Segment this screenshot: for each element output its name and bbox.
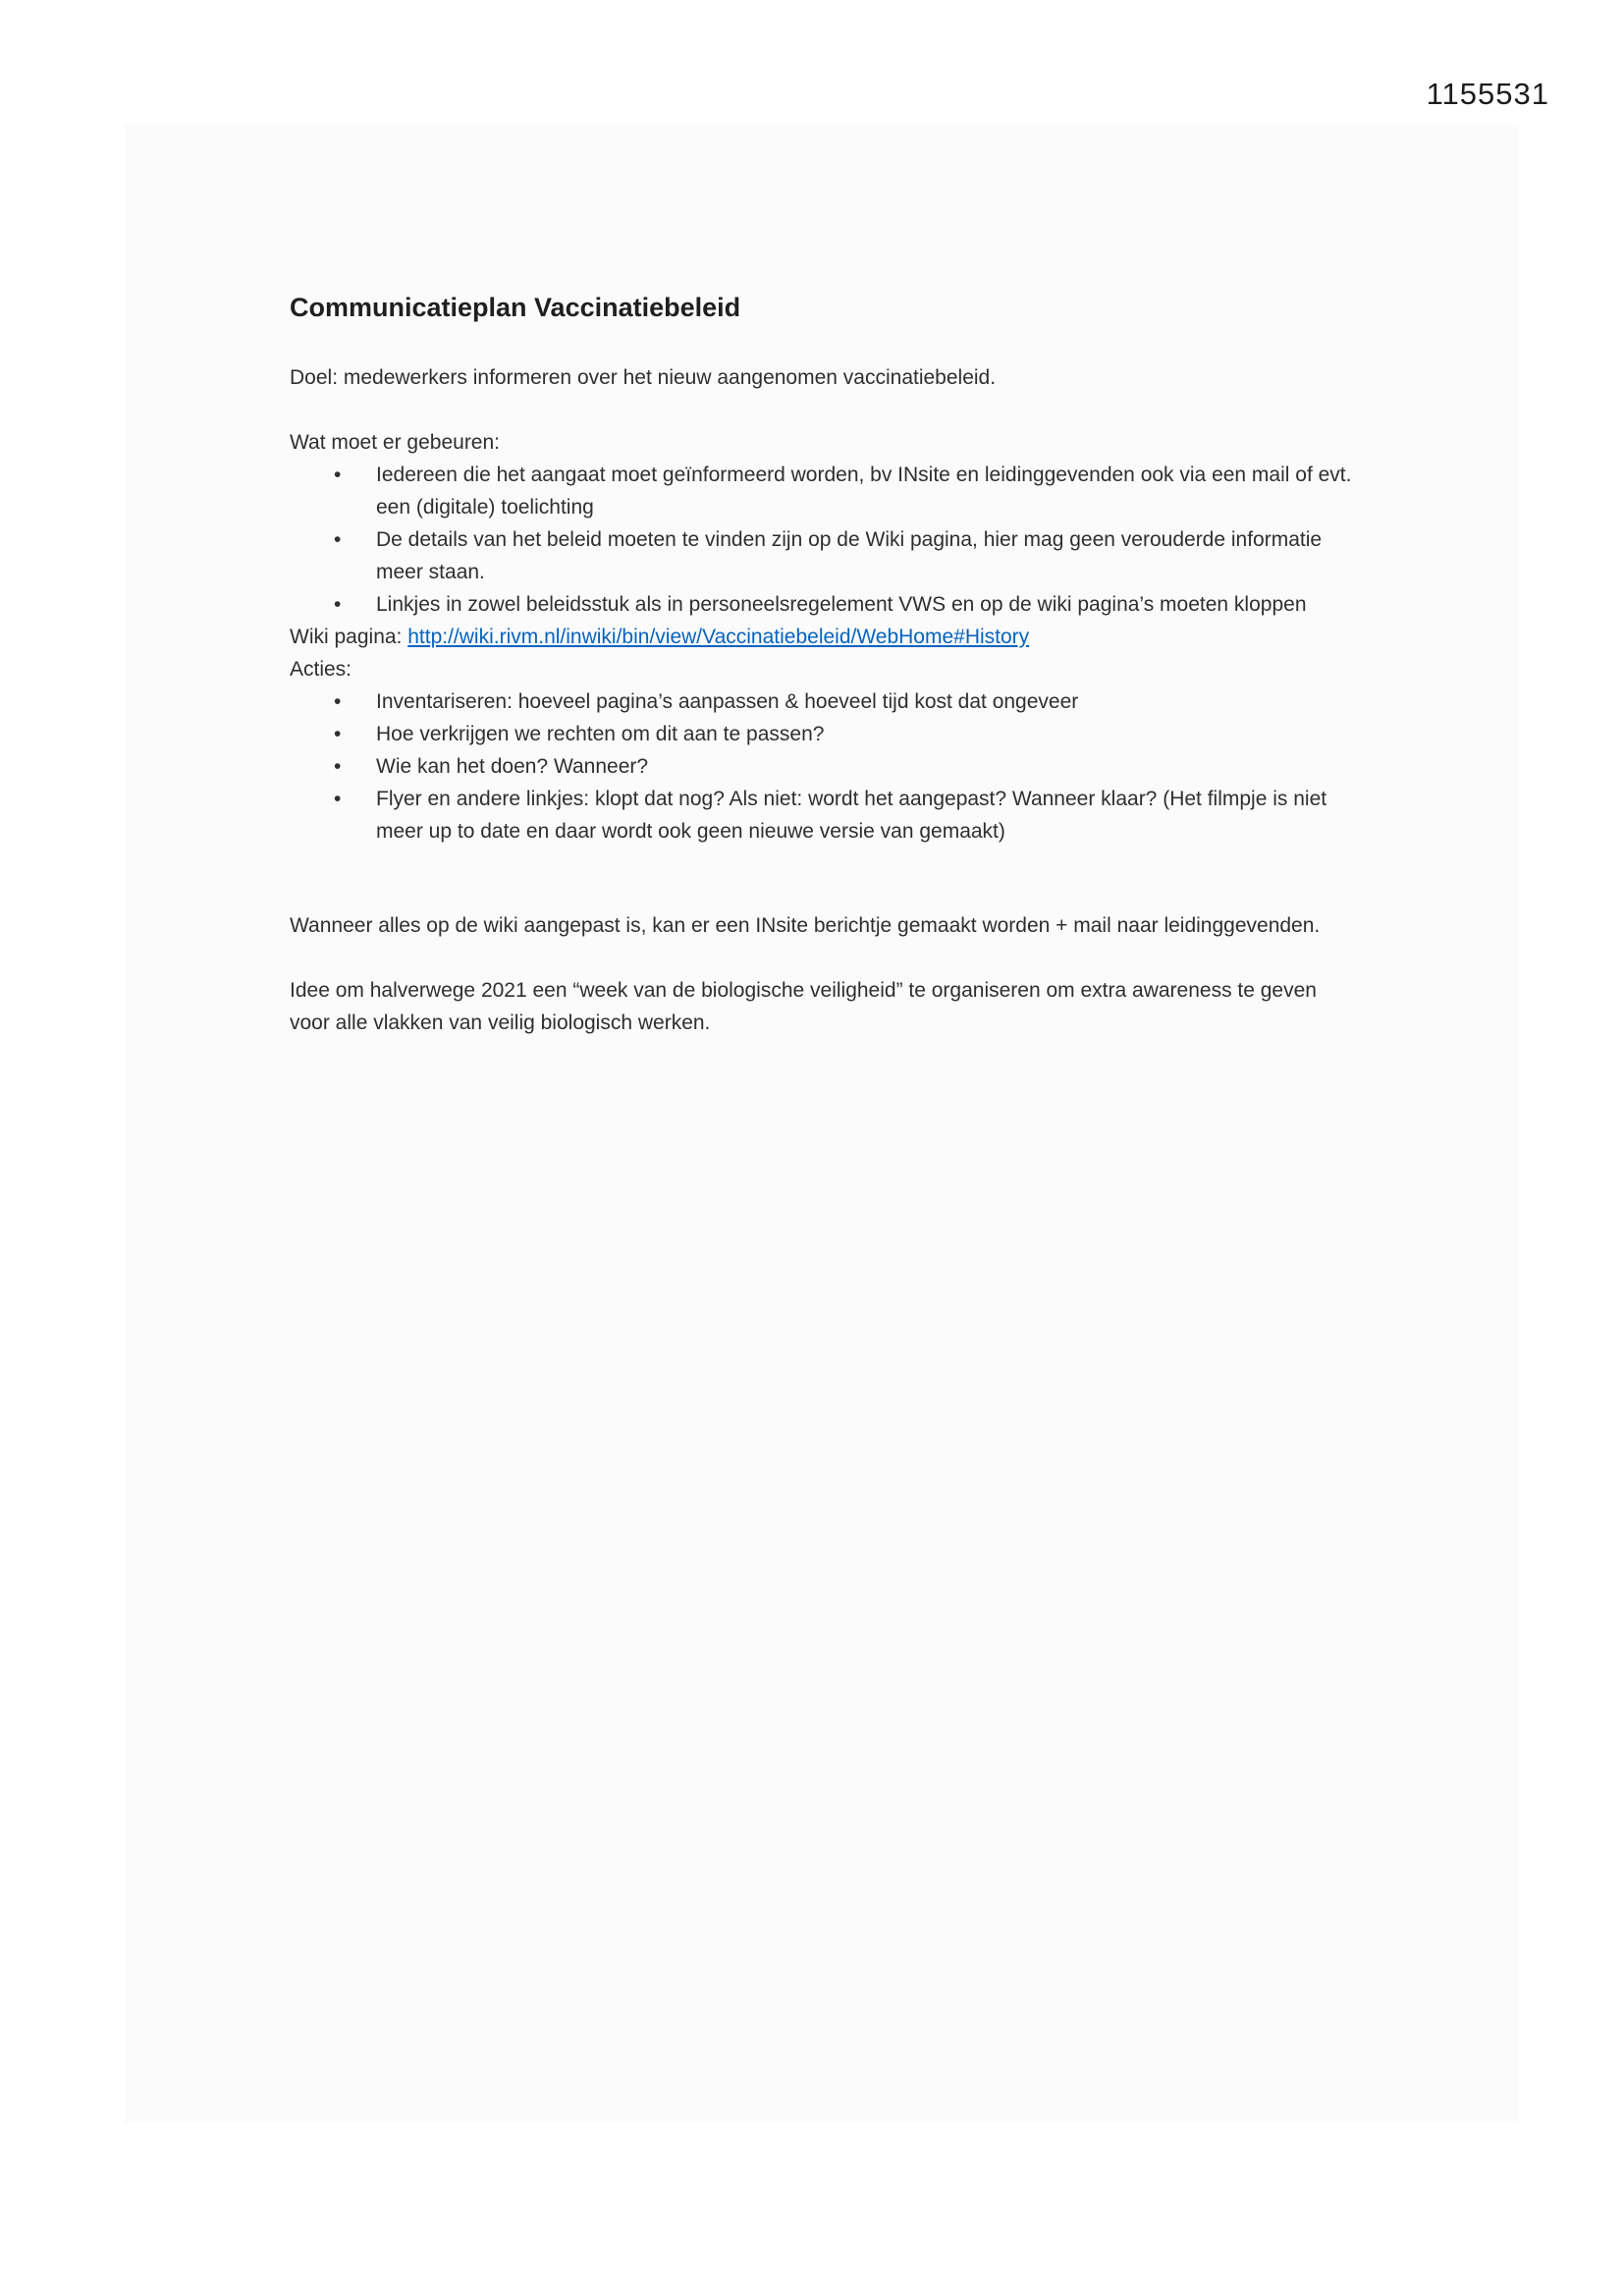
acties-bullet-list [290, 685, 1355, 847]
wiki-pagina-line [290, 621, 1355, 653]
closing-paragraph-1: Wanneer alles op de wiki aangepast is, kan er een INsite berichtje gemaakt worden + mail naar leidinggevenden. [290, 914, 1321, 937]
bullet-item: • Inventariseren: hoeveel pagina’s aanpassen & hoeveel tijd kost dat ongeveer [290, 685, 1355, 718]
bullet-item: • Hoe verkrijgen we rechten om dit aan te passen? [290, 718, 1355, 750]
bullet-item: • Flyer en andere linkjes: klopt dat nog? Als niet: wordt het aangepast? Wanneer klaar? (Het filmpje is niet meer up to date en daar wordt ook geen nieuwe versie van gemaakt) [290, 783, 1355, 847]
closing-paragraph-2: Idee om halverwege 2021 een “week van de biologische veiligheid” te organiseren om extra awareness te geven voor alle vlakken van veilig biologisch werken. [290, 979, 1317, 1034]
document-title: Communicatieplan Vaccinatiebeleid [290, 293, 741, 322]
wiki-label: Wiki pagina: [290, 626, 408, 648]
bullet-item: • Linkjes in zowel beleidsstuk als in personeelsregelement VWS en op de wiki pagina’s moeten kloppen [290, 588, 1355, 621]
bullet-item: • Wie kan het doen? Wanneer? [290, 750, 1355, 783]
doel-paragraph: Doel: medewerkers informeren over het nieuw aangenomen vaccinatiebeleid. [290, 366, 997, 389]
wat-moet-er-gebeuren-heading: Wat moet er gebeuren: [290, 431, 500, 454]
acties-heading: Acties: [290, 658, 352, 681]
wiki-link[interactable]: http://wiki.rivm.nl/inwiki/bin/view/Vaccinatiebeleid/WebHome#History [407, 626, 1030, 648]
document-content [290, 291, 1355, 1039]
document-stamp-number: 1155531 [1426, 77, 1549, 111]
bullet-item: • Iedereen die het aangaat moet geïnformeerd worden, bv INsite en leidinggevenden ook via een mail of evt. een (digitale) toelichting [290, 459, 1355, 523]
bullet-item: • De details van het beleid moeten te vinden zijn op de Wiki pagina, hier mag geen verouderde informatie meer staan. [290, 523, 1355, 588]
wat-bullet-list [290, 459, 1355, 621]
